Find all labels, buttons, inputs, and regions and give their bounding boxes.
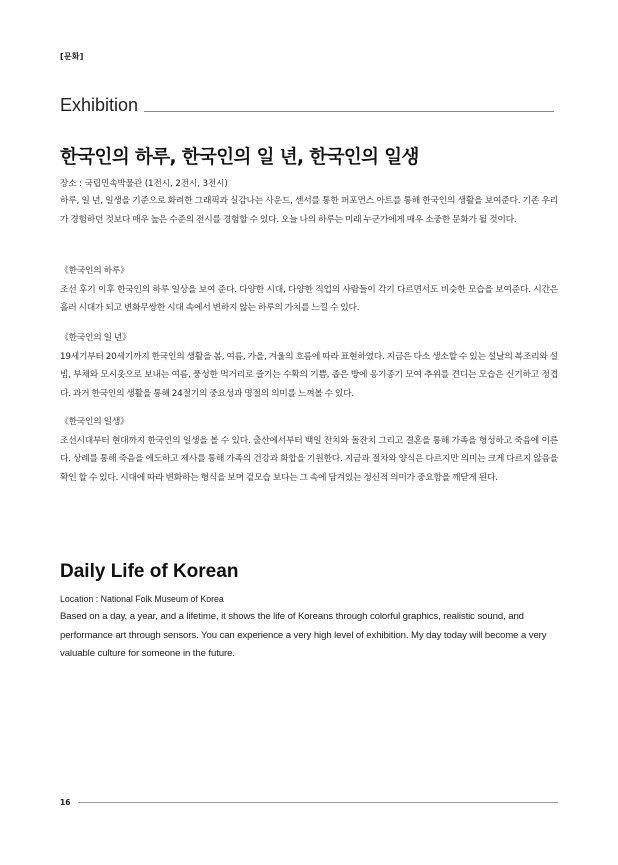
korean-location: 장소 : 국립민속박물관 (1전시, 2전시, 3전시) bbox=[60, 179, 228, 189]
english-body-paragraph: Based on a day, a year, and a lifetime, it shows the life of Koreans through colorful graphics, realistic sound, and performance art through sensors. You can experience a very high level of exhibition. My day today will become a very valuable culture for someone in the future. bbox=[60, 611, 547, 659]
english-location: Location : National Folk Museum of Korea bbox=[60, 594, 224, 604]
footer-divider bbox=[78, 802, 558, 803]
section-divider bbox=[144, 111, 554, 112]
page-number: 16 bbox=[60, 798, 71, 807]
section-header bbox=[60, 93, 554, 115]
section-title: Exhibition bbox=[60, 95, 139, 115]
section-body-year: 19세기부터 20세기까지 한국인의 생활을 봄, 여름, 가을, 겨울의 흐름에 따라 표현하였다. 지금은 다소 생소할 수 있는 설날의 복조리와 설빔, 부채와 모시옷으로 보내는 여름, 풍성한 먹거리로 즐기는 수확의 기쁨, 좁은 방에 옹기종기 모여 추위를 견디는 모습은 신기하고 정겹다. 과거 한국인의 생활을 통해 24절기의 중요성과 명절의 의미를 느껴볼 수 있다. bbox=[60, 351, 558, 399]
section-heading-year: 《한국인의 일 년》 bbox=[60, 333, 131, 343]
korean-title: 한국인의 하루, 한국인의 일 년, 한국인의 일생 bbox=[60, 147, 419, 168]
section-body-lifetime: 조선시대부터 현대까지 한국인의 일생을 볼 수 있다. 출산에서부터 백일 잔치와 돌잔치 그리고 결혼을 통해 가족을 형성하고 죽음에 이른다. 상례를 통해 죽음을 애도하고 제사를 통해 가족의 건강과 화합을 기원한다. 지금과 절차와 양식은 다르지만 의미는 크게 다르지 않음을 확인 할 수 있다. 시대에 따라 변화하는 형식을 보며 겉모습 보다는 그 속에 담겨있는 정신적 의미가 중요함을 깨닫게 된다. bbox=[60, 435, 558, 483]
category-label: [문화] bbox=[60, 52, 84, 61]
section-heading-day: 《한국인의 하루》 bbox=[60, 266, 129, 276]
section-body-day: 조선 후기 이후 한국인의 하루 일상을 보여 준다. 다양한 시대, 다양한 직업의 사람들이 각기 다르면서도 비슷한 모습을 보여준다. 시간은 흘러 시대가 되고 변화무쌍한 시대 속에서 변하지 않는 하루의 가치를 느낄 수 있다. bbox=[60, 284, 558, 314]
english-title: Daily Life of Korean bbox=[60, 561, 239, 582]
section-heading-lifetime: 《한국인의 일생》 bbox=[60, 417, 129, 427]
korean-section-day bbox=[60, 262, 558, 318]
korean-section-lifetime bbox=[60, 413, 558, 487]
page-footer bbox=[60, 798, 558, 807]
korean-section-year bbox=[60, 329, 558, 403]
korean-intro-paragraph: 하루, 일 년, 일생을 기준으로 화려한 그래픽과 실감나는 사운드, 센서를 통한 퍼포먼스 아트를 통해 한국인의 생활을 보여준다. 기존 우리가 경험하던 것보다 매우 높은 수준의 전시를 경험할 수 있다. 오늘 나의 하루는 미래 누군가에게 매우 소중한 문화가 될 것이다. bbox=[60, 196, 558, 225]
